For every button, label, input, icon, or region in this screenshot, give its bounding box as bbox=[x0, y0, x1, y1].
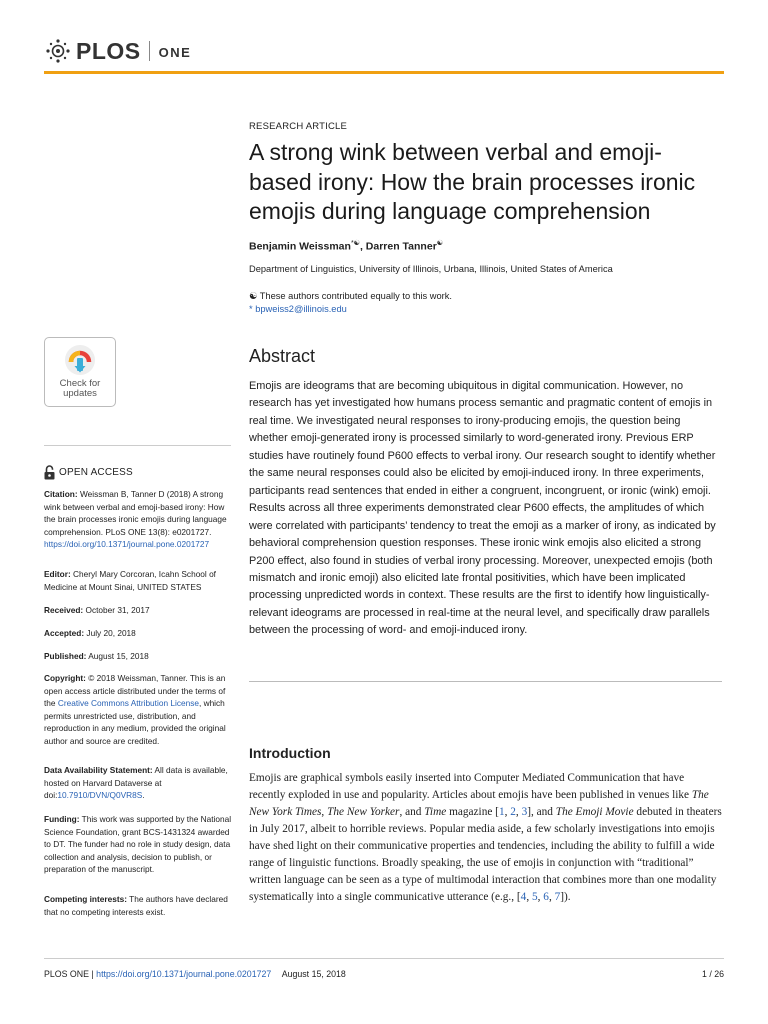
footer-doi-link[interactable]: https://doi.org/10.1371/journal.pone.0201727 bbox=[96, 969, 272, 979]
citation-doi-link[interactable]: https://doi.org/10.1371/journal.pone.0201727 bbox=[44, 539, 210, 550]
affiliation: Department of Linguistics, University of Illinois, Urbana, Illinois, United States of America bbox=[249, 264, 613, 274]
brand-name: PLOS bbox=[76, 37, 141, 64]
dataset-doi-link[interactable]: 10.7910/DVN/Q0VR8S bbox=[57, 790, 143, 801]
reference-link[interactable]: 3 bbox=[521, 805, 528, 818]
author-marks: *☯ bbox=[350, 240, 360, 247]
reference-link[interactable]: 7 bbox=[554, 890, 561, 903]
open-access-badge bbox=[44, 465, 133, 480]
journal-logo[interactable] bbox=[44, 30, 191, 72]
author-name[interactable]: Benjamin Weissman bbox=[249, 240, 351, 253]
copyright-block: Copyright: © 2018 Weissman, Tanner. This is an open access article distributed under the terms of the Creative Commons Attribution License, which permits unrestricted use, distribution, and reproduction in any medium, provided the original author and source are credited. bbox=[44, 673, 226, 746]
check-for-updates-label: Check for updates bbox=[59, 378, 101, 399]
open-access-label: OPEN ACCESS bbox=[59, 467, 133, 478]
accepted-date: Accepted: July 20, 2018 bbox=[44, 628, 136, 638]
abstract-text: Emojis are ideograms that are becoming ubiquitous in digital communication. However, no research has yet investigated how humans process semantic and pragmatic content of emojis in real time. We investigated neural responses to irony-producing emojis, the question being whether emoji-generated irony is processed similarly to word-generated irony. Previous ERP studies have routinely found P600 effects to verbal irony. Our research sought to identify whether the same neural responses could also be elicited by emoji-induced irony. In three experiments, participants read sentences that ended in either a congruent, incongruent, or ironic (wink) emoji. Results across all three experiments demonstrated clear P600 effects, the amplitudes of which were correlated with participants’ tendency to treat the emoji as a marker of irony, as indicated by behavioral comprehension question responses. These ironic wink emojis also elicited a strong P200 effect, also found in studies of verbal irony processing. Moreover, unexpected emojis (both mismatch and ironic emoji) also elicited late frontal positivities, which have been implicated processing unpredicted words in context. These results are the first to identify how linguistically-relevant ideograms are processed in real-time at the neural level, and specifically draw parallels between the processing of word- and emoji-induced irony. bbox=[249, 380, 716, 637]
movie-title: The Emoji Movie bbox=[555, 805, 634, 818]
logo-divider bbox=[149, 41, 150, 61]
reference-link[interactable]: 6 bbox=[543, 890, 549, 903]
venue-name: Time bbox=[424, 805, 447, 818]
header-rule bbox=[44, 71, 724, 74]
author-separator: , bbox=[359, 240, 366, 253]
license-link[interactable]: Creative Commons Attribution License bbox=[57, 698, 199, 709]
footer-journal: PLOS ONE bbox=[44, 969, 89, 979]
corresponding-email-link[interactable]: * bpweiss2@illinois.edu bbox=[249, 304, 347, 314]
competing-interests-block: Competing interests: The authors have declared that no competing interests exist. bbox=[44, 894, 228, 917]
data-availability-block: Data Availability Statement: All data is available, hosted on Harvard Dataverse at doi:10.7910/DVN/Q0VR8S. bbox=[44, 765, 228, 801]
reference-link[interactable]: 1 bbox=[498, 805, 505, 818]
venue-name: The New Yorker bbox=[327, 805, 400, 818]
author-list bbox=[249, 239, 443, 253]
footer-citation: PLOS ONE | https://doi.org/10.1371/journal.pone.0201727 August 15, 2018 bbox=[44, 969, 346, 979]
equal-contribution-note: ☯ These authors contributed equally to this work. bbox=[249, 291, 452, 301]
editor-block: Editor: Cheryl Mary Corcoran, Icahn School of Medicine at Mount Sinai, UNITED STATES bbox=[44, 569, 216, 592]
article-title: A strong wink between verbal and emoji-based irony: How the brain processes ironic emojis during language comprehension bbox=[249, 139, 696, 224]
reference-link[interactable]: 2 bbox=[510, 805, 516, 818]
author-marks: ☯ bbox=[436, 240, 444, 247]
page-number: 1 / 26 bbox=[701, 969, 724, 979]
citation-block: Citation: Weissman B, Tanner D (2018) A strong wink between verbal and emoji-based irony: How the brain processes ironic emojis during language comprehension. PLoS ONE 13(8): e0201727. https://doi.org/10.1371/journal.pone.0201727 bbox=[44, 489, 227, 550]
journal-name: ONE bbox=[158, 44, 192, 60]
introduction-heading: Introduction bbox=[249, 745, 331, 761]
reference-link[interactable]: 4 bbox=[520, 890, 527, 903]
received-date: Received: October 31, 2017 bbox=[44, 605, 150, 615]
introduction-paragraph: Emojis are graphical symbols easily inserted into Computer Mediated Communication that have recently exploded in use and popularity. Articles about emojis have been published in venues like The New York Times, The New Yorker, and Time magazine [1, 2, 3], and The Emoji Movie debuted in theaters in July 2017, albeit to horrible reviews. Popular media aside, a few scholarly investigations into emojis have shed light on their communicative properties and tendencies, including the ability to fulfill a wide range of linguistic functions. Broadly speaking, the use of emojis in conjunction with “traditional” written language can be seen as a type of multimodal interaction that combines more than one modality systematically into a single communicative utterance (e.g., [4, 5, 6, 7]). bbox=[249, 772, 722, 903]
check-for-updates-icon bbox=[64, 344, 96, 376]
venue-name: The New York Times bbox=[249, 788, 709, 818]
funding-block: Funding: This work was supported by the National Science Foundation, grant BCS-1431324 awarded to DT. The funder had no role in study design, data collection and analysis, decision to publish, or preparation of the manuscript. bbox=[44, 814, 232, 875]
article-type: RESEARCH ARTICLE bbox=[249, 121, 348, 132]
section-divider bbox=[249, 681, 722, 682]
footer-date: August 15, 2018 bbox=[281, 969, 346, 979]
sidebar-divider bbox=[44, 445, 231, 446]
author-name[interactable]: Darren Tanner bbox=[365, 240, 437, 253]
published-date: Published: August 15, 2018 bbox=[44, 651, 149, 661]
abstract-heading: Abstract bbox=[249, 346, 316, 366]
plos-logo-icon bbox=[44, 37, 72, 65]
check-for-updates-badge[interactable] bbox=[44, 337, 116, 407]
reference-link[interactable]: 5 bbox=[531, 890, 538, 903]
footer-divider bbox=[44, 958, 724, 959]
open-lock-icon bbox=[44, 465, 55, 480]
